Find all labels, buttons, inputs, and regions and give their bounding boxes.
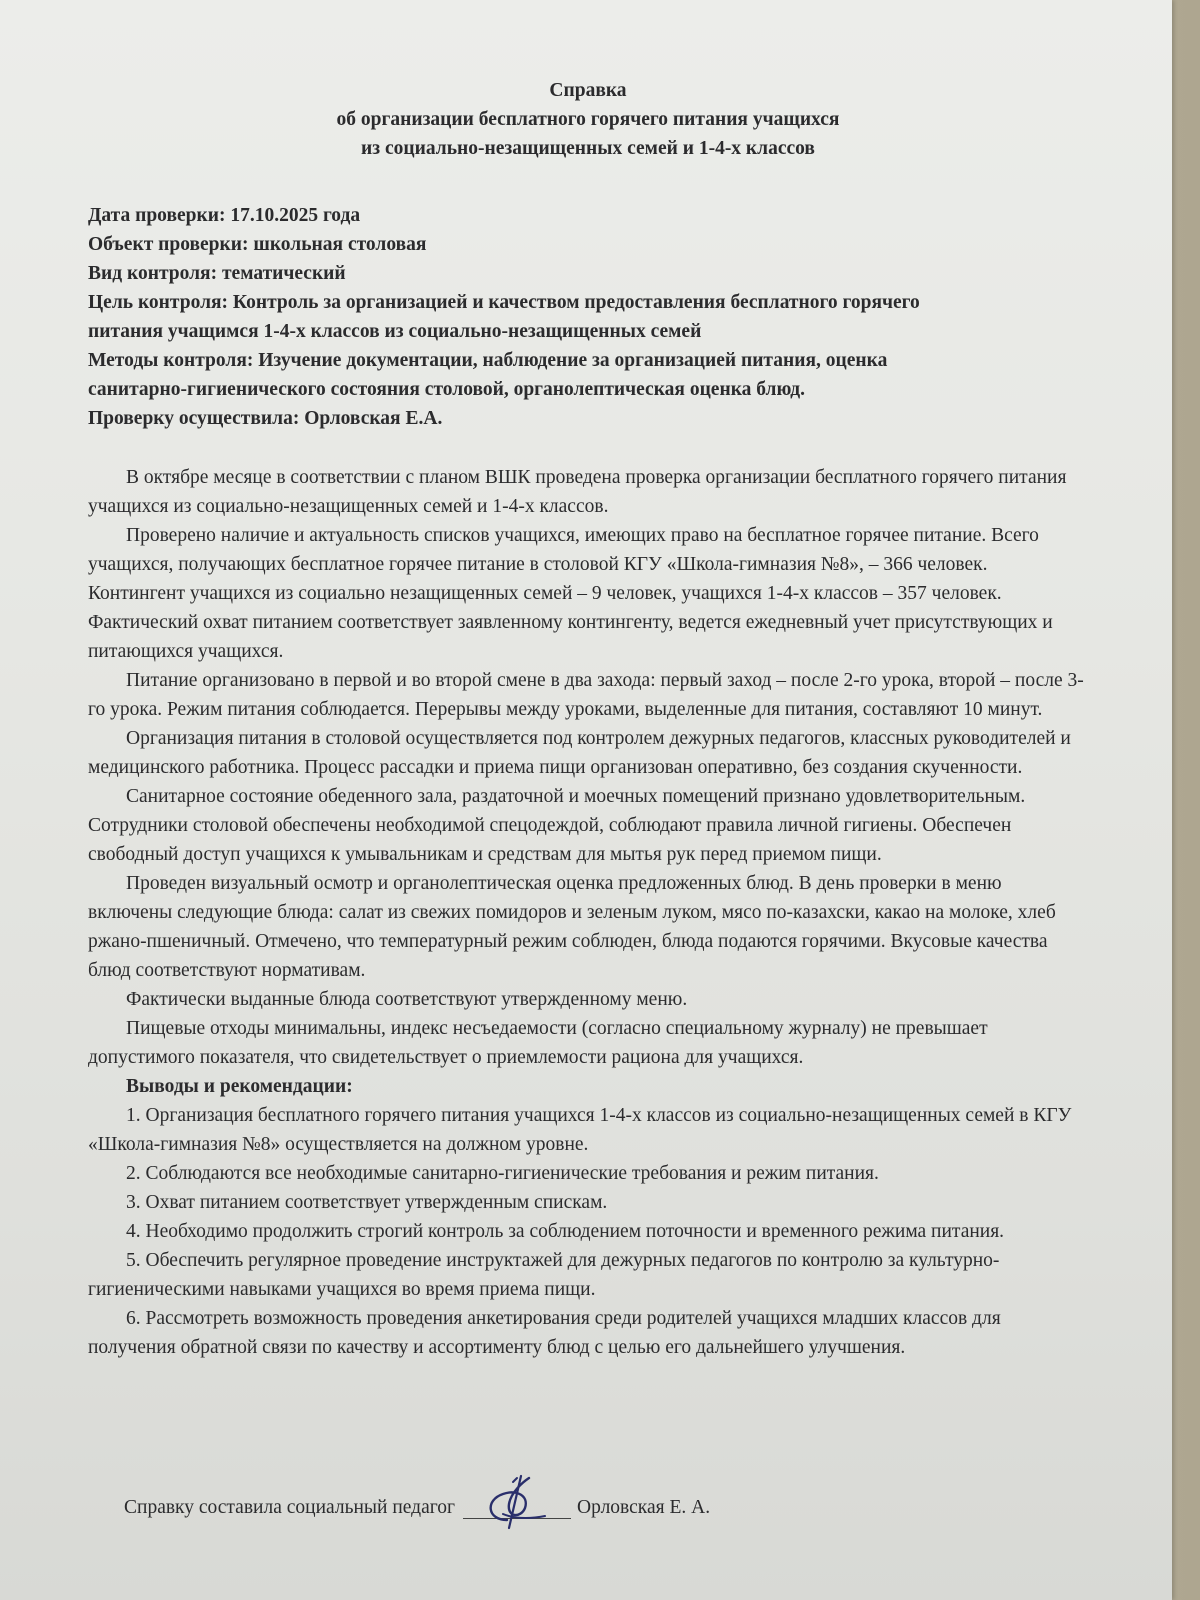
control-type: Вид контроля: тематический [88, 263, 346, 284]
recommendation-item: 5. Обеспечить регулярное проведение инструктажей для дежурных педагогов по контролю за культурно-гигиеническими навыками учащихся во время приема пищи. [88, 1250, 1000, 1300]
document-header [88, 76, 1088, 163]
paragraph: Проведен визуальный осмотр и органолептическая оценка предложенных блюд. В день проверки в меню включены следующие блюда: салат из свежих помидоров и зеленым луком, мясо по-казахски, какао на молоке, хлеб ржано-пшеничный. Отмечено, что температурный режим соблюден, блюда подаются горячими. Вкусовые качества блюд соответствуют нормативам. [88, 873, 1056, 981]
control-methods-line-2: санитарно-гигиенического состояния столовой, органолептическая оценка блюд. [88, 379, 805, 400]
inspection-meta [88, 201, 1088, 433]
signature-block [124, 1492, 710, 1519]
signature-label: Справку составила социальный педагог [124, 1497, 455, 1518]
signatory-name: Орловская Е. А. [577, 1497, 711, 1518]
document-body [88, 463, 1088, 1362]
conclusions-heading: Выводы и рекомендации: [126, 1076, 353, 1097]
inspection-date: Дата проверки: 17.10.2025 года [88, 205, 361, 226]
signature-line [463, 1492, 571, 1519]
recommendation-item: 1. Организация бесплатного горячего питания учащихся 1-4-х классов из социально-незащищенных семей в КГУ «Школа-гимназия №8» осуществляется на должном уровне. [88, 1105, 1072, 1155]
inspector: Проверку осуществила: Орловская Е.А. [88, 408, 443, 429]
document-subtitle-line-1: об организации бесплатного горячего питания учащихся [336, 109, 840, 130]
document-content [88, 76, 1088, 1362]
control-goal-line-1: Цель контроля: Контроль за организацией и качеством предоставления бесплатного горячего [88, 292, 920, 313]
paragraph: Питание организовано в первой и во второй смене в два захода: первый заход – после 2-го урока, второй – после 3-го урока. Режим питания соблюдается. Перерывы между уроками, выделенные для питания, составляют 10 минут. [88, 670, 1084, 720]
handwritten-signature-icon [473, 1474, 553, 1530]
control-goal-line-2: питания учащимся 1-4-х классов из социально-незащищенных семей [88, 321, 702, 342]
recommendation-item: 2. Соблюдаются все необходимые санитарно-гигиенические требования и режим питания. [126, 1163, 879, 1184]
paragraph: Фактически выданные блюда соответствуют утвержденному меню. [126, 989, 688, 1010]
paragraph: Пищевые отходы минимальны, индекс несъедаемости (согласно специальному журналу) не превышает допустимого показателя, что свидетельствует о приемлемости рациона для учащихся. [88, 1018, 988, 1068]
recommendation-item: 4. Необходимо продолжить строгий контроль за соблюдением поточности и временного режима питания. [126, 1221, 1005, 1242]
paragraph: Организация питания в столовой осуществляется под контролем дежурных педагогов, классных руководителей и медицинского работника. Процесс рассадки и приема пищи организован оперативно, без создания скученности. [88, 728, 1071, 778]
paragraph: В октябре месяце в соответствии с планом ВШК проведена проверка организации бесплатного горячего питания учащихся из социально-незащищенных семей и 1-4-х классов. [88, 467, 1067, 517]
paragraph: Санитарное состояние обеденного зала, раздаточной и моечных помещений признано удовлетворительным. Сотрудники столовой обеспечены необходимой спецодеждой, соблюдают правила личной гигиены. Обеспечен свободный доступ учащихся к умывальникам и средствам для мытья рук перед приемом пищи. [88, 786, 1026, 865]
recommendation-item: 6. Рассмотреть возможность проведения анкетирования среди родителей учащихся младших классов для получения обратной связи по качеству и ассортименту блюд с целью его дальнейшего улучшения. [88, 1308, 1001, 1358]
control-methods-line-1: Методы контроля: Изучение документации, наблюдение за организацией питания, оценка [88, 350, 888, 371]
document-title: Справка [549, 80, 627, 101]
paragraph: Проверено наличие и актуальность списков учащихся, имеющих право на бесплатное горячее питание. Всего учащихся, получающих бесплатное горячее питание в столовой КГУ «Школа-гимназия №8», – 366 человек. Контингент учащихся из социально незащищенных семей – 9 человек, учащихся 1-4-х классов – 357 человек. Фактический охват питанием соответствует заявленному контингенту, ведется ежедневный учет присутствующих и питающихся учащихся. [88, 525, 1053, 662]
recommendation-item: 3. Охват питанием соответствует утвержденным спискам. [126, 1192, 608, 1213]
inspection-object: Объект проверки: школьная столовая [88, 234, 427, 255]
document-subtitle-line-2: из социально-незащищенных семей и 1-4-х классов [361, 138, 815, 159]
